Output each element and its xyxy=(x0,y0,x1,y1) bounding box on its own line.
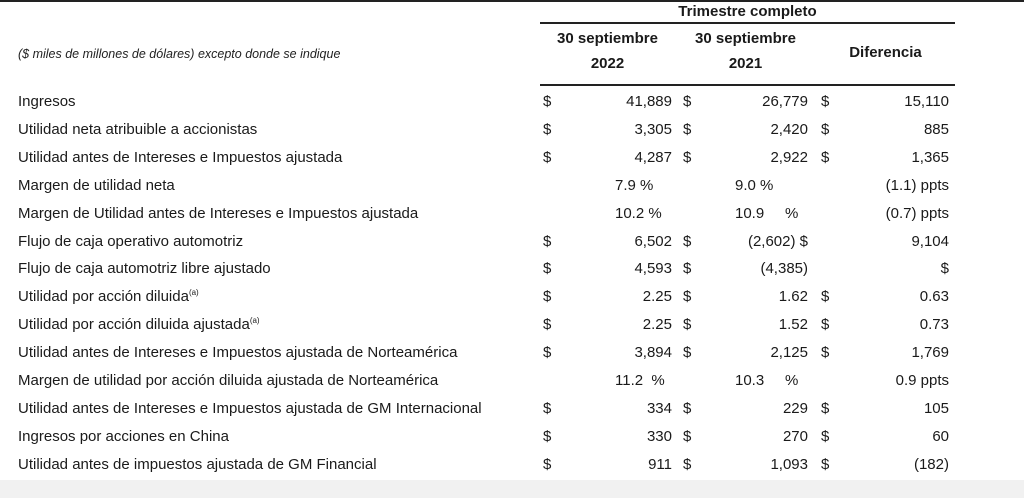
value-2021: (2,602) $ xyxy=(747,232,808,250)
percent-2022: 7.9 % xyxy=(615,176,654,194)
currency-2022: $ xyxy=(543,232,552,250)
row-label xyxy=(18,423,229,451)
row-label-text: Flujo de caja operativo automotriz xyxy=(18,232,244,250)
currency-diff: $ xyxy=(821,288,830,306)
table-row xyxy=(0,311,1024,339)
col1-header-date: 30 septiembre xyxy=(557,30,658,47)
value-2021: 2,922 xyxy=(770,148,808,166)
row-label-text: Utilidad antes de Intereses e Impuestos ajustada de GM Internacional xyxy=(18,399,482,417)
value-2021: 1,093 xyxy=(770,455,808,473)
currency-2022: $ xyxy=(543,120,552,138)
percent-2021: 10.9 % xyxy=(735,204,799,222)
row-label-text: Utilidad por acción diluida xyxy=(18,288,189,306)
value-2022: 911 xyxy=(648,455,672,473)
currency-2022: $ xyxy=(543,260,552,278)
currency-diff: $ xyxy=(821,148,830,166)
percent-2022: 11.2 % xyxy=(615,372,665,389)
value-2021: (4,385) xyxy=(760,260,808,278)
row-label xyxy=(18,311,260,339)
table-row xyxy=(0,116,1024,144)
row-label xyxy=(18,395,482,423)
currency-2022: $ xyxy=(543,344,552,362)
footnote-marker: (a) xyxy=(188,288,199,298)
units-note: ($ miles de millones de dólares) excepto donde se indique xyxy=(18,47,341,61)
currency-diff: $ xyxy=(821,455,830,473)
value-2022: 3,305 xyxy=(634,120,672,138)
currency-2021: $ xyxy=(683,455,692,473)
currency-2021: $ xyxy=(683,427,692,445)
col2-header-date: 30 septiembre xyxy=(695,30,796,47)
currency-diff: $ xyxy=(821,344,830,362)
col3-header: Diferencia xyxy=(849,44,922,61)
row-label-text: Utilidad antes de impuestos ajustada de GM Financial xyxy=(18,455,377,473)
col1-header xyxy=(545,26,670,76)
currency-2022: $ xyxy=(543,148,552,166)
currency-2021: $ xyxy=(683,93,692,110)
currency-2022: $ xyxy=(543,455,552,473)
footnote-marker: (a) xyxy=(249,316,260,326)
currency-2021: $ xyxy=(683,288,692,306)
value-2021: 2,125 xyxy=(770,344,808,362)
table-row xyxy=(0,172,1024,200)
group-header: Trimestre completo xyxy=(678,3,817,20)
value-2021: 1.62 xyxy=(778,288,808,306)
group-header-underline xyxy=(540,22,955,24)
value-diff: 105 xyxy=(923,399,949,417)
value-diff: 1,769 xyxy=(911,344,949,362)
row-label xyxy=(18,116,257,144)
value-2022: 4,287 xyxy=(634,148,672,166)
col2-header-year: 2021 xyxy=(728,55,763,72)
currency-diff: $ xyxy=(821,93,830,110)
value-2022: 41,889 xyxy=(626,93,672,110)
value-diff: 0.73 xyxy=(919,316,949,334)
value-diff: 885 xyxy=(923,120,949,138)
row-label-text: Margen de utilidad por acción diluida ajustada de Norteamérica xyxy=(18,372,439,389)
row-label xyxy=(18,255,271,283)
value-2021: 26,779 xyxy=(762,93,808,110)
currency-2021: $ xyxy=(683,120,692,138)
value-2022: 3,894 xyxy=(634,344,672,362)
row-label-text: Utilidad antes de Intereses e Impuestos ajustada de Norteamérica xyxy=(18,344,458,362)
row-label xyxy=(18,144,342,172)
col2-header xyxy=(683,26,808,76)
currency-2021: $ xyxy=(683,260,692,278)
currency-2021: $ xyxy=(683,148,692,166)
value-2021: 270 xyxy=(782,427,808,445)
value-diff: (182) xyxy=(913,455,949,473)
row-label-text: Margen de Utilidad antes de Intereses e Impuestos ajustada xyxy=(18,204,419,222)
value-diff: (0.7) ppts xyxy=(885,204,949,222)
row-label xyxy=(18,172,175,200)
value-diff: 0.9 ppts xyxy=(895,372,949,389)
row-label-text: Utilidad por acción diluida ajustada xyxy=(18,316,250,334)
table-row xyxy=(0,144,1024,172)
value-2022: 2.25 xyxy=(642,316,672,334)
value-2022: 334 xyxy=(646,399,672,417)
row-label xyxy=(18,228,243,256)
value-2021: 1.52 xyxy=(778,316,808,334)
currency-diff: $ xyxy=(821,120,830,138)
table-row xyxy=(0,283,1024,311)
value-diff: $ xyxy=(940,260,949,278)
row-label xyxy=(18,88,76,116)
bottom-strip xyxy=(0,480,1024,498)
col1-header-year: 2022 xyxy=(590,55,625,72)
currency-2021: $ xyxy=(683,232,692,250)
row-label xyxy=(18,451,377,479)
row-label xyxy=(18,339,457,367)
currency-2022: $ xyxy=(543,288,552,306)
percent-2021: 9.0 % xyxy=(735,176,774,194)
table-row xyxy=(0,228,1024,256)
currency-2022: $ xyxy=(543,316,552,334)
currency-2021: $ xyxy=(683,344,692,362)
table-row xyxy=(0,451,1024,479)
currency-diff: $ xyxy=(821,316,830,334)
value-2022: 4,593 xyxy=(634,260,672,278)
value-2022: 2.25 xyxy=(642,288,672,306)
table-row xyxy=(0,200,1024,228)
row-label-text: Utilidad antes de Intereses e Impuestos ajustada xyxy=(18,148,343,166)
value-2021: 2,420 xyxy=(770,120,808,138)
row-label-text: Flujo de caja automotriz libre ajustado xyxy=(18,260,271,278)
row-label-text: Ingresos xyxy=(18,93,76,110)
value-diff: 9,104 xyxy=(911,232,949,250)
table-row xyxy=(0,339,1024,367)
row-label xyxy=(18,200,418,228)
currency-2022: $ xyxy=(543,93,552,110)
currency-2022: $ xyxy=(543,399,552,417)
value-2022: 6,502 xyxy=(634,232,672,250)
value-diff: (1.1) ppts xyxy=(885,176,949,194)
currency-2022: $ xyxy=(543,427,552,445)
percent-2021: 10.3 % xyxy=(735,372,799,389)
row-label xyxy=(18,283,199,311)
value-diff: 1,365 xyxy=(911,148,949,166)
row-label-text: Ingresos por acciones en China xyxy=(18,427,229,445)
table-row xyxy=(0,423,1024,451)
table-row xyxy=(0,88,1024,116)
table-row xyxy=(0,367,1024,395)
header-underline xyxy=(540,84,955,86)
value-diff: 0.63 xyxy=(919,288,949,306)
row-label xyxy=(18,367,438,395)
value-diff: 15,110 xyxy=(904,93,949,110)
currency-2021: $ xyxy=(683,399,692,417)
table-row xyxy=(0,395,1024,423)
percent-2022: 10.2 % xyxy=(615,204,662,222)
value-2021: 229 xyxy=(782,399,808,417)
row-label-text: Utilidad neta atribuible a accionistas xyxy=(18,120,258,138)
currency-diff: $ xyxy=(821,427,830,445)
value-2022: 330 xyxy=(646,427,672,445)
currency-2021: $ xyxy=(683,316,692,334)
value-diff: 60 xyxy=(932,427,949,445)
table-row xyxy=(0,255,1024,283)
row-label-text: Margen de utilidad neta xyxy=(18,176,175,194)
currency-diff: $ xyxy=(821,399,830,417)
